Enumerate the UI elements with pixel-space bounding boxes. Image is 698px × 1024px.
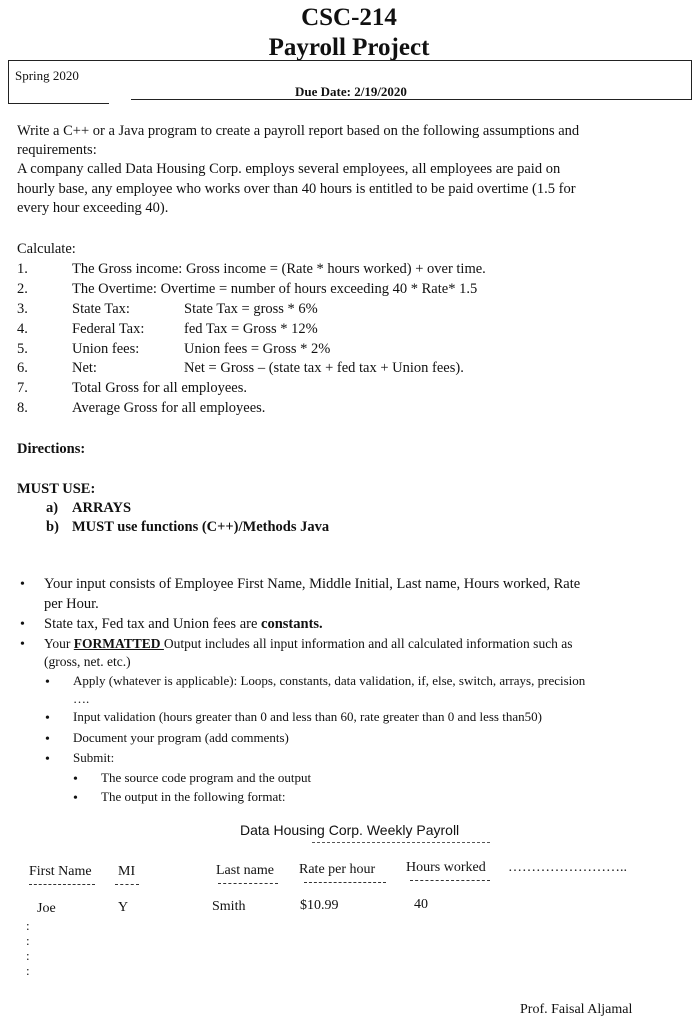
col-header-hours: Hours worked <box>406 860 486 875</box>
col-underline <box>29 884 95 885</box>
col-header-rate: Rate per hour <box>299 862 376 877</box>
bullet-1-line-1: Your input consists of Employee First Name, Middle Initial, Last name, Hours worked, Rate <box>44 576 581 592</box>
bullet-icon: • <box>73 772 78 787</box>
bullet-icon: • <box>20 577 25 592</box>
calc-item-8-num: 8. <box>17 400 28 416</box>
bullet-icon: • <box>45 732 50 747</box>
cell-hours: 40 <box>414 897 428 912</box>
cell-last-name: Smith <box>212 899 246 914</box>
calculate-heading: Calculate: <box>17 241 76 257</box>
calc-item-6-num: 6. <box>17 360 28 376</box>
bullet-2: State tax, Fed tax and Union fees are constants. <box>44 616 323 632</box>
due-date-box <box>131 61 692 100</box>
col-header-first-name: First Name <box>29 864 92 879</box>
calc-item-3-num: 3. <box>17 301 28 317</box>
calc-item-1-text: The Gross income: Gross income = (Rate * hours worked) + over time. <box>72 261 486 277</box>
bullet-3-line-1: Your FORMATTED Output includes all input information and all calculated information such as <box>44 636 573 651</box>
bullet-icon: • <box>20 617 25 632</box>
directions-heading: Directions: <box>17 441 86 457</box>
col-underline <box>410 880 490 881</box>
col-underline <box>218 883 278 884</box>
calc-item-6-label: Net: <box>72 360 97 376</box>
must-use-b-label: b) <box>46 519 59 535</box>
intro-line-2: requirements: <box>17 142 97 158</box>
bullet-icon: • <box>20 637 25 652</box>
col-underline <box>115 884 139 885</box>
cell-mi: Y <box>118 900 129 915</box>
must-use-heading: MUST USE: <box>17 481 96 497</box>
sub-sub-bullet-2: The output in the following format: <box>101 789 286 804</box>
project-title: Payroll Project <box>268 34 430 61</box>
sub-bullet-1-line-1: Apply (whatever is applicable): Loops, constants, data validation, if, else, switch, arrays, precision <box>73 673 586 688</box>
cell-rate: $10.99 <box>300 898 339 913</box>
intro-line-1: Write a C++ or a Java program to create a payroll report based on the following assumptions and <box>17 123 580 139</box>
course-code: CSC-214 <box>301 4 397 31</box>
footer-author: Prof. Faisal Aljamal <box>520 1002 633 1017</box>
due-date: Due Date: 2/19/2020 <box>295 84 407 99</box>
calc-item-4-num: 4. <box>17 321 28 337</box>
bullet-icon: • <box>45 711 50 726</box>
calc-item-4-formula: fed Tax = Gross * 12% <box>184 321 318 337</box>
intro-line-5: every hour exceeding 40). <box>17 200 169 216</box>
sub-bullet-3: Document your program (add comments) <box>73 730 289 745</box>
row-continuation: : : : : <box>26 918 30 978</box>
calc-item-6-formula: Net = Gross – (state tax + fed tax + Union fees). <box>184 360 464 376</box>
calc-item-1-num: 1. <box>17 261 28 277</box>
semester-label: Spring 2020 <box>15 68 79 83</box>
bullet-icon: • <box>45 675 50 690</box>
must-use-a-label: a) <box>46 500 59 516</box>
calc-item-5-formula: Union fees = Gross * 2% <box>184 341 331 357</box>
bullet-3-line-2: (gross, net. etc.) <box>44 654 131 669</box>
calc-item-5-num: 5. <box>17 341 28 357</box>
calc-item-5-label: Union fees: <box>72 341 140 357</box>
report-title: Data Housing Corp. Weekly Payroll <box>240 822 460 838</box>
intro-line-3: A company called Data Housing Corp. employs several employees, all employees are paid on <box>17 161 561 177</box>
bullet-icon: • <box>45 752 50 767</box>
calc-item-3-formula: State Tax = gross * 6% <box>184 301 318 317</box>
bullet-icon: • <box>73 791 78 806</box>
must-use-b-text: MUST use functions (C++)/Methods Java <box>72 519 330 535</box>
col-header-last-name: Last name <box>216 863 274 878</box>
cell-first-name: Joe <box>37 901 56 916</box>
intro-line-4: hourly base, any employee who works over than 40 hours is entitled to be paid overtime (1.5 for <box>17 181 576 197</box>
calc-item-2-num: 2. <box>17 281 28 297</box>
calc-item-3-label: State Tax: <box>72 301 130 317</box>
must-use-a-text: ARRAYS <box>72 500 132 516</box>
sub-bullet-4: Submit: <box>73 750 115 765</box>
sub-sub-bullet-1: The source code program and the output <box>101 770 312 785</box>
sub-bullet-1-line-2: …. <box>73 691 90 706</box>
col-underline <box>304 882 386 883</box>
calc-item-2-text: The Overtime: Overtime = number of hours exceeding 40 * Rate* 1.5 <box>72 281 478 297</box>
sub-bullet-2: Input validation (hours greater than 0 and less than 60, rate greater than 0 and less than50) <box>73 709 542 724</box>
col-header-mi: MI <box>118 864 136 879</box>
calc-item-7-text: Total Gross for all employees. <box>72 380 247 396</box>
col-continuation-dots: …………………….. <box>508 860 627 875</box>
calc-item-7-num: 7. <box>17 380 28 396</box>
calc-item-4-label: Federal Tax: <box>72 321 145 337</box>
calc-item-8-text: Average Gross for all employees. <box>72 400 266 416</box>
bullet-1-line-2: per Hour. <box>44 596 99 612</box>
report-title-underline <box>312 842 490 843</box>
